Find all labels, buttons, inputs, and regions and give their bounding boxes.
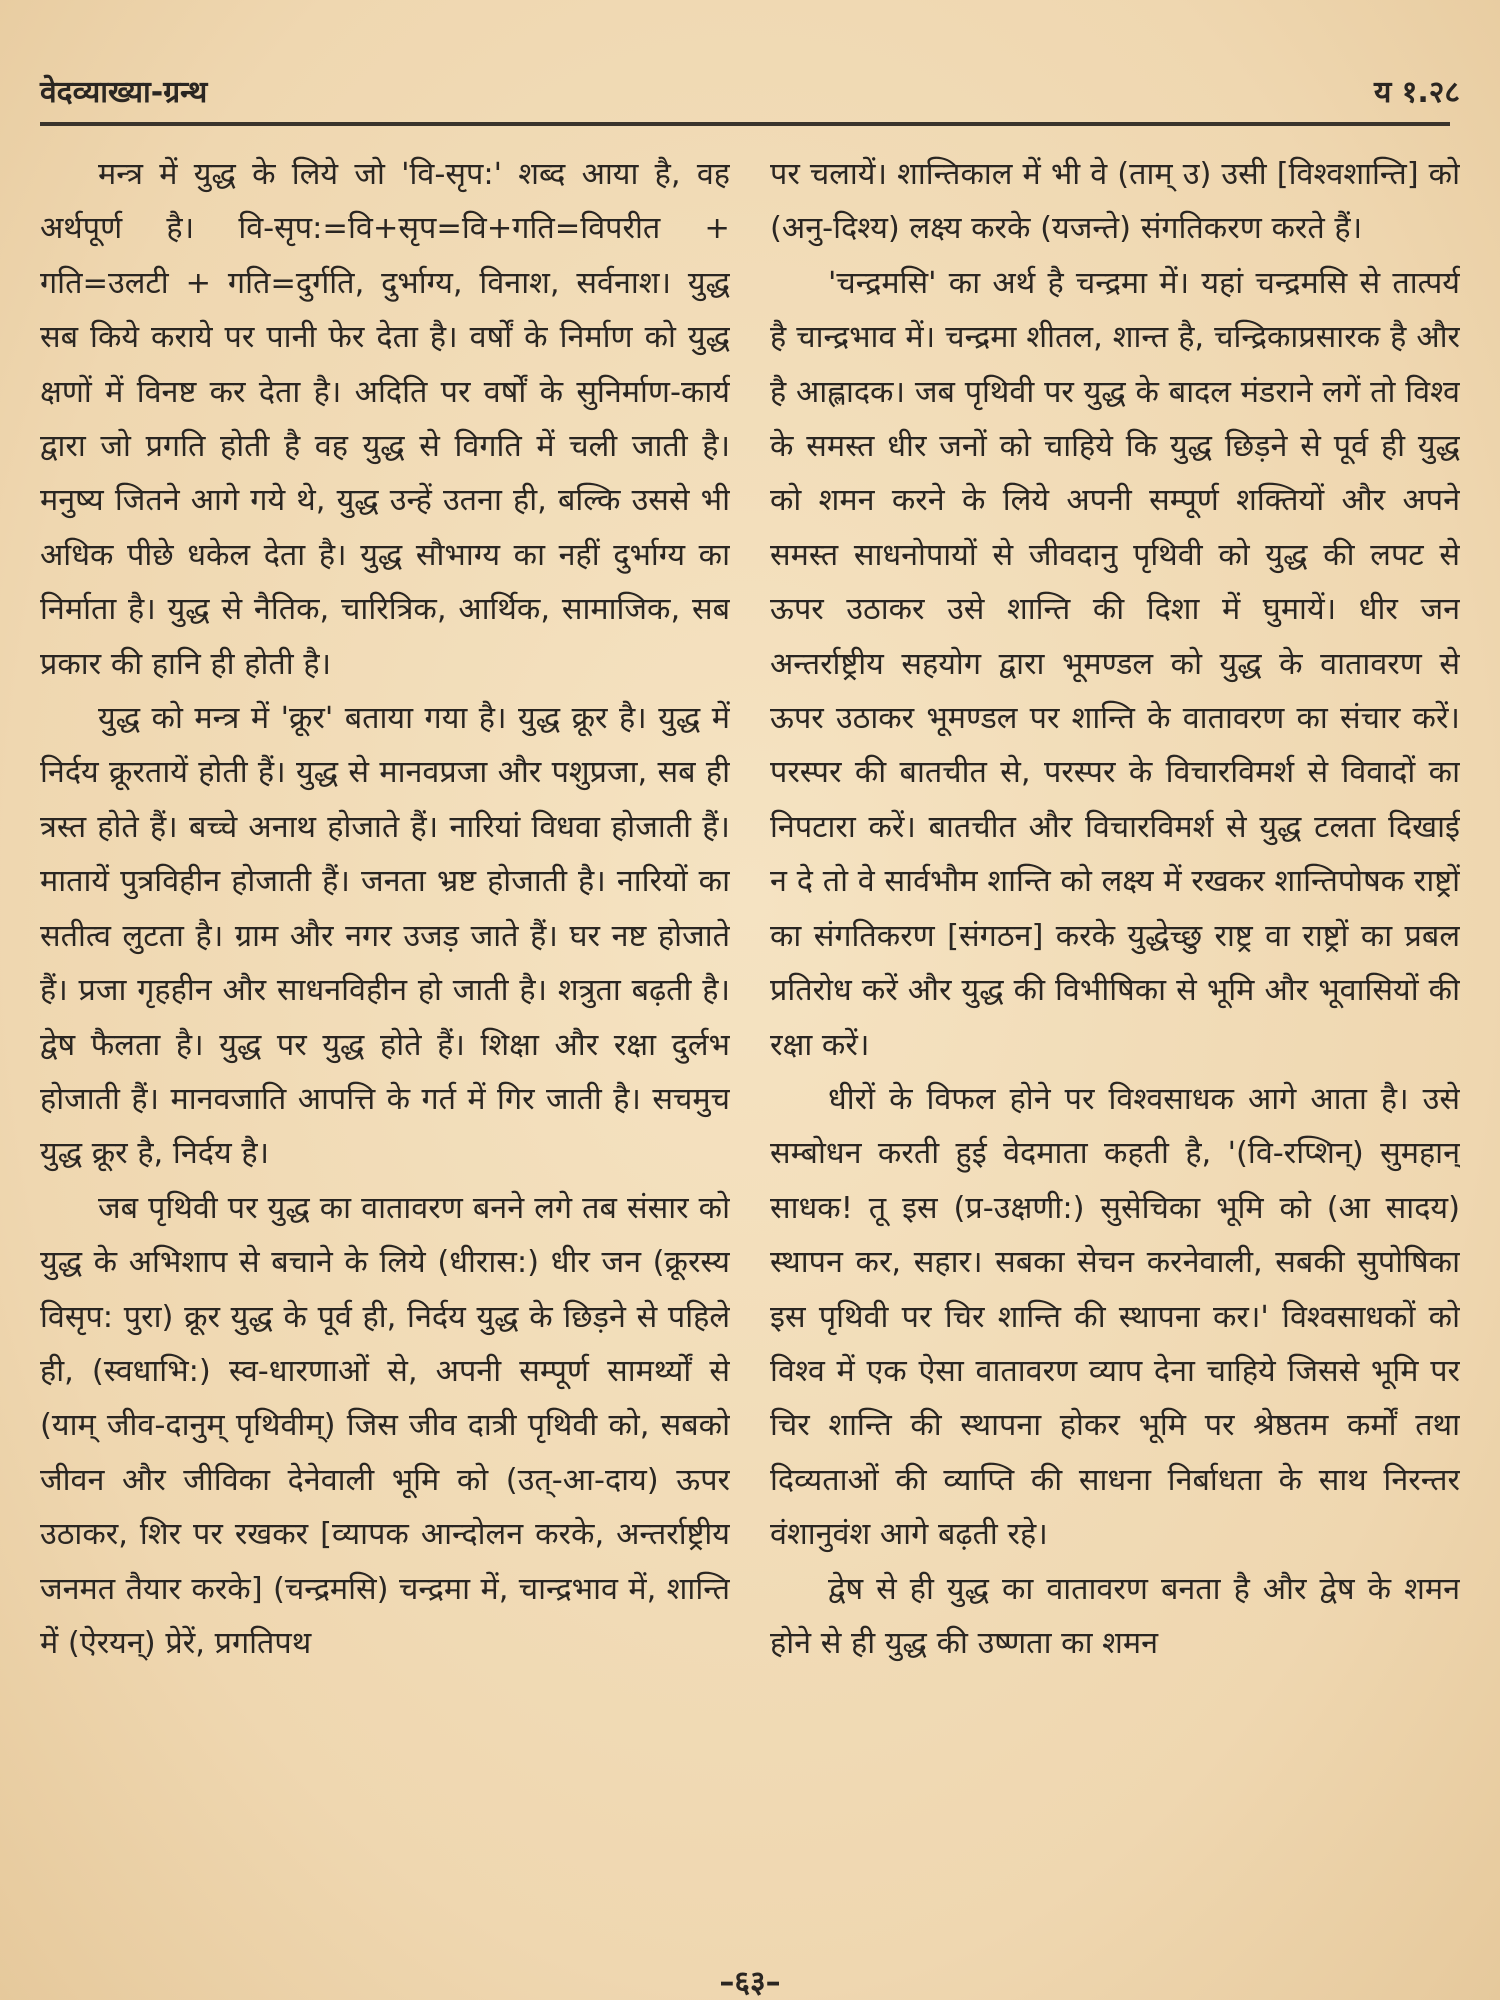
paragraph: धीरों के विफल होने पर विश्वसाधक आगे आता है। उसे सम्बोधन करती हुई वेदमाता कहती है, '(वि-रप्शिन्) सुमहान् साधक! तू इस (प्र-उक्षणी:) सुसेचिका भूमि को (आ सादय) स्थापन कर, सहार। सबका सेचन करनेवाली, सबकी सुपोषिका इस पृथिवी पर चिर शान्ति की स्थापना कर।' विश्वसाधकों को विश्व में एक ऐसा वातावरण व्याप देना चाहिये जिससे भूमि पर चिर शान्ति की स्थापना होकर भूमि पर श्रेष्ठतम कर्मों तथा दिव्यताओं की व्याप्ति की साधना निर्बाधता के साथ निरन्तर वंशानुवंश आगे बढ़ती रहे। <box>770 1081 1460 1553</box>
right-column <box>770 148 1460 1908</box>
paragraph: द्वेष से ही युद्ध का वातावरण बनता है और द्वेष के शमन होने से ही युद्ध की उष्णता का शमन <box>770 1571 1460 1661</box>
page-number: –६३– <box>719 1965 781 2000</box>
paragraph: पर चलायें। शान्तिकाल में भी वे (ताम् उ) उसी [विश्वशान्ति] को (अनु-दिश्य) लक्ष्य करके (यजन्ते) संगतिकरण करते हैं। <box>770 157 1460 247</box>
book-title: वेदव्याख्या-ग्रन्थ <box>40 75 208 110</box>
paragraph: 'चन्द्रमसि' का अर्थ है चन्द्रमा में। यहां चन्द्रमसि से तात्पर्य है चान्द्रभाव में। चन्द्रमा शीतल, शान्त है, चन्द्रिकाप्रसारक है और है आह्लादक। जब पृथिवी पर युद्ध के बादल मंडराने लगें तो विश्व के समस्त धीर जनों को चाहिये कि युद्ध छिड़ने से पूर्व ही युद्ध को शमन करने के लिये अपनी सम्पूर्ण शक्तियों और अपने समस्त साधनोपायों से जीवदानु पृथिवी को युद्ध की लपट से ऊपर उठाकर उसे शान्ति की दिशा में घुमायें। धीर जन अन्तर्राष्ट्रीय सहयोग द्वारा भूमण्डल को युद्ध के वातावरण से ऊपर उठाकर भूमण्डल पर शान्ति के वातावरण का संचार करें। परस्पर की बातचीत से, परस्पर के विचारविमर्श से विवादों का निपटारा करें। बातचीत और विचारविमर्श से युद्ध टलता दिखाई न दे तो वे सार्वभौम शान्ति को लक्ष्य में रखकर शान्तिपोषक राष्ट्रों का संगतिकरण [संगठन] करके युद्धेच्छु राष्ट्र वा राष्ट्रों का प्रबल प्रतिरोध करें और युद्ध की विभीषिका से भूमि और भूवासियों की रक्षा करें। <box>770 265 1460 1063</box>
paragraph: जब पृथिवी पर युद्ध का वातावरण बनने लगे तब संसार को युद्ध के अभिशाप से बचाने के लिये (धीरास:) धीर जन (क्रूरस्य विसृप: पुरा) क्रूर युद्ध के पूर्व ही, निर्दय युद्ध के छिड़ने से पहिले ही, (स्वधाभि:) स्व-धारणाओं से, अपनी सम्पूर्ण सामर्थ्यों से (याम् जीव-दानुम् पृथिवीम्) जिस जीव दात्री पृथिवी को, सबको जीवन और जीविका देनेवाली भूमि को (उत्-आ-दाय) ऊपर उठाकर, शिर पर रखकर [व्यापक आन्दोलन करके, अन्तर्राष्ट्रीय जनमत तैयार करके] (चन्द्रमसि) चन्द्रमा में, चान्द्रभाव में, शान्ति में (ऐरयन्) प्रेरें, प्रगतिपथ <box>40 1190 730 1661</box>
verse-reference: य १.२८ <box>1373 75 1460 110</box>
paragraph: मन्त्र में युद्ध के लिये जो 'वि-सृप:' शब्द आया है, वह अर्थपूर्ण है। वि-सृप:=वि+सृप=वि+गति=विपरीत + गति=उलटी + गति=दुर्गति, दुर्भाग्य, विनाश, सर्वनाश। युद्ध सब किये कराये पर पानी फेर देता है। वर्षों के निर्माण को युद्ध क्षणों में विनष्ट कर देता है। अदिति पर वर्षों के सुनिर्माण-कार्य द्वारा जो प्रगति होती है वह युद्ध से विगति में चली जाती है। मनुष्य जितने आगे गये थे, युद्ध उन्हें उतना ही, बल्कि उससे भी अधिक पीछे धकेल देता है। युद्ध सौभाग्य का नहीं दुर्भाग्य का निर्माता है। युद्ध से नैतिक, चारित्रिक, आर्थिक, सामाजिक, सब प्रकार की हानि ही होती है। <box>40 157 730 682</box>
paragraph: युद्ध को मन्त्र में 'क्रूर' बताया गया है। युद्ध क्रूर है। युद्ध में निर्दय क्रूरतायें होती हैं। युद्ध से मानवप्रजा और पशुप्रजा, सब ही त्रस्त होते हैं। बच्चे अनाथ होजाते हैं। नारियां विधवा होजाती हैं। मातायें पुत्रविहीन होजाती हैं। जनता भ्रष्ट होजाती है। नारियों का सतीत्व लुटता है। ग्राम और नगर उजड़ जाते हैं। घर नष्ट होजाते हैं। प्रजा गृहहीन और साधनविहीन हो जाती है। शत्रुता बढ़ती है। द्वेष फैलता है। युद्ध पर युद्ध होते हैं। शिक्षा और रक्षा दुर्लभ होजाती हैं। मानवजाति आपत्ति के गर्त में गिर जाती है। सचमुच युद्ध क्रूर है, निर्दय है। <box>40 701 730 1172</box>
left-column <box>40 148 730 1908</box>
running-header <box>40 70 1460 120</box>
header-rule <box>40 122 1450 126</box>
